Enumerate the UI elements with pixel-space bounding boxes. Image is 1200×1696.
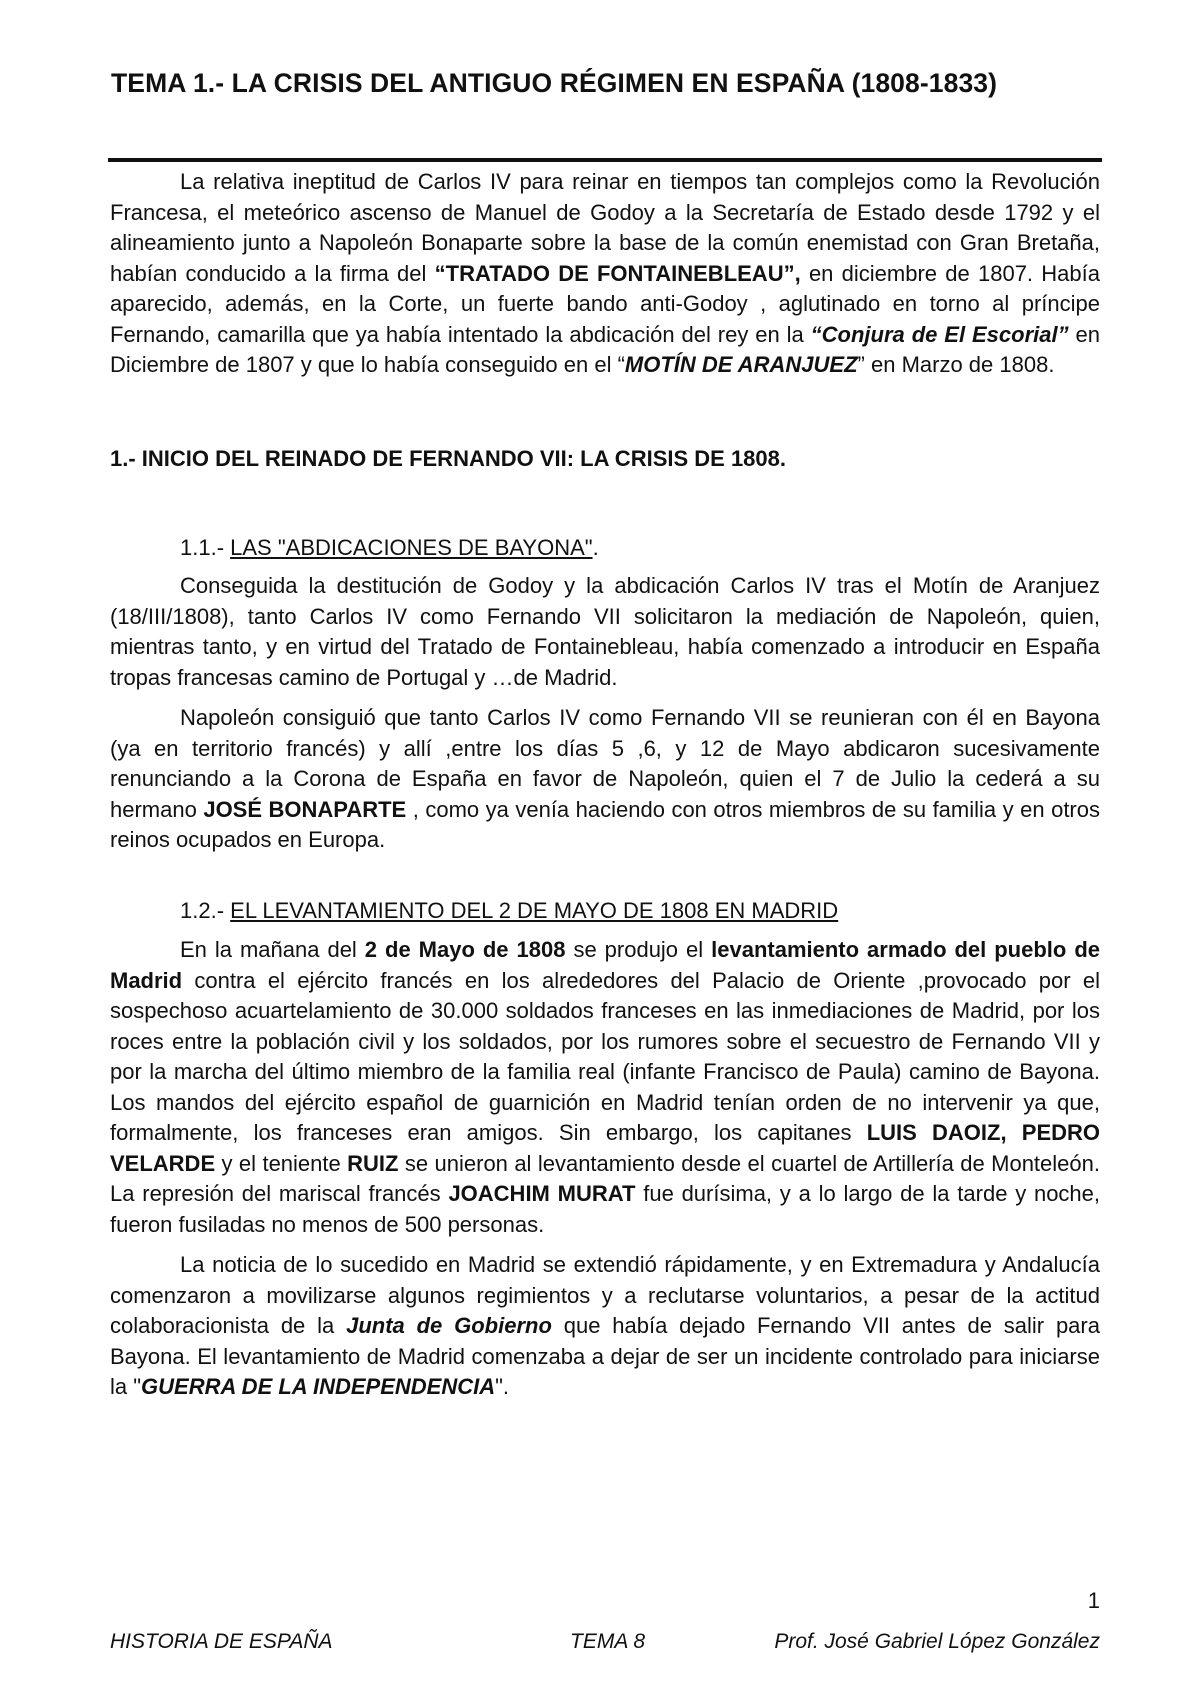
intro-text-4: ” en Marzo de 1808. xyxy=(857,352,1055,377)
paragraph: Conseguida la destitución de Godoy y la abdicación Carlos IV tras el Motín de Aranjuez (18/III/1808), tanto Carlos IV como Fernando VII solicitaron la mediación de Napoleón, quien, mientras tanto, y en virtud del Tratado de Fontainebleau, había comenzado a introducir en España tropas francesas camino de Portugal y …de Madrid. xyxy=(110,573,1100,690)
text-run: se produjo el xyxy=(565,937,712,962)
jose-bonaparte: JOSÉ BONAPARTE xyxy=(203,796,407,822)
murat-highlight: JOACHIM MURAT xyxy=(448,1181,636,1206)
subsection-1-2-number: 1.2.- xyxy=(180,898,231,923)
subsection-1-1-title: LAS "ABDICACIONES DE BAYONA" xyxy=(230,535,593,560)
text-run: La noticia de lo sucedido en Madrid se extendió rápidamente, y en Extremadura y Andalucía comenzaron a movilizarse algunos regimientos y a reclutarse voluntarios, a pesar de la actitud colaboracionista de la xyxy=(110,1252,1100,1338)
footer-right: Prof. José Gabriel López González xyxy=(774,1630,1100,1653)
paragraph xyxy=(110,935,1100,1240)
text-run: En la mañana del xyxy=(180,937,365,962)
text-run: que había dejado Fernando VII antes de salir para Bayona. El levantamiento de Madrid comenzaba a dejar de ser un incidente controlado para iniciarse la " xyxy=(110,1313,1100,1399)
uprising-highlight: levantamiento armado del pueblo de Madrid xyxy=(110,937,1100,993)
section-heading: 1.- INICIO DEL REINADO DE FERNANDO VII: LA CRISIS DE 1808. xyxy=(110,446,786,471)
intro-text-3: en Diciembre de 1807 y que lo había conseguido en el “ xyxy=(110,321,1100,377)
intro-block xyxy=(110,167,1100,381)
text-run: fue durísima, y a lo largo de la tarde y noche, fueron fusiladas no menos de 500 personas. xyxy=(110,1181,1101,1237)
title-divider xyxy=(108,158,1102,162)
intro-paragraph xyxy=(110,167,1100,381)
intro-text-1: La relativa ineptitud de Carlos IV para reinar en tiempos tan complejos como la Revolución Francesa, el meteórico ascenso de Manuel de Godoy a la Secretaría de Estado desde 1792 y el alineamiento junto a Napoleón Bonaparte sobre la base de la común enemistad con Gran Bretaña, habían conducido a la firma del xyxy=(110,169,1100,286)
intro-motin: MOTÍN DE ARANJUEZ xyxy=(624,352,858,377)
paragraph xyxy=(110,1250,1100,1403)
captains-highlight: LUIS DAOIZ, PEDRO VELARDE xyxy=(110,1120,1101,1176)
text-run: contra el ejército francés en los alrededores del Palacio de Oriente ,provocado por el sospechoso acuartelamiento de 30.000 soldados franceses en las inmediaciones de Madrid, por los roces entre la población civil y los soldados, por los rumores sobre el secuestro de Fernando VII y por la marcha del último miembro de la familia real (infante Francisco de Paula) camino de Bayona. Los mandos del ejército español de guarnición en Madrid tenían orden de no intervenir ya que, formalmente, los franceses eran amigos. Sin embargo, los capitanes xyxy=(110,967,1100,1145)
text-run: y el teniente xyxy=(215,1150,348,1176)
text-run: ". xyxy=(495,1374,510,1399)
subsection-1-1-end: . xyxy=(592,535,599,560)
intro-conjura: “Conjura de El Escorial” xyxy=(810,321,1069,347)
text-run: se unieron al levantamiento desde el cuartel de Artillería de Monteleón. La represión del mariscal francés xyxy=(110,1150,1100,1206)
text-run: , como ya venía haciendo con otros miembros de su familia y en otros reinos ocupados en Europa. xyxy=(110,796,1100,852)
ruiz-highlight: RUIZ xyxy=(347,1150,399,1176)
text-run: Napoleón consiguió que tanto Carlos IV como Fernando VII se reunieran con él en Bayona (ya en territorio francés) y allí ,entre los días 5 ,6, y 12 de Mayo abdicaron sucesivamente renunciando a la Corona de España en favor de Napoleón, quien el 7 de Julio la cederá a su hermano xyxy=(110,705,1100,822)
subsection-1-2-heading xyxy=(110,896,1100,927)
subsection-1-1-body xyxy=(110,571,1100,856)
intro-text-2: en diciembre de 1807. Había aparecido, además, en la Corte, un fuerte bando anti-Godoy , aglutinado en torno al príncipe Fernando, camarilla que ya había intentado la abdicación del rey en la xyxy=(110,260,1100,347)
subsection-1-2-title: EL LEVANTAMIENTO DEL 2 DE MAYO DE 1808 EN MADRID xyxy=(230,898,839,923)
footer-center: TEMA 8 xyxy=(570,1630,646,1653)
date-highlight: 2 de Mayo de 1808 xyxy=(364,937,566,962)
subsection-1-1-heading xyxy=(110,533,1100,564)
junta-highlight: Junta de Gobierno xyxy=(346,1313,552,1338)
paragraph xyxy=(110,703,1100,856)
page-title: TEMA 1.- LA CRISIS DEL ANTIGUO RÉGIMEN EN ESPAÑA (1808-1833) xyxy=(111,68,998,98)
subsection-1-1-number: 1.1.- xyxy=(180,535,231,560)
footer-left: HISTORIA DE ESPAÑA xyxy=(110,1630,333,1653)
intro-treaty: “TRATADO DE FONTAINEBLEAU”, xyxy=(434,260,801,286)
subsection-1-2-body xyxy=(110,935,1100,1403)
page-number: 1 xyxy=(1087,1588,1100,1613)
war-highlight: GUERRA DE LA INDEPENDENCIA xyxy=(141,1374,496,1399)
